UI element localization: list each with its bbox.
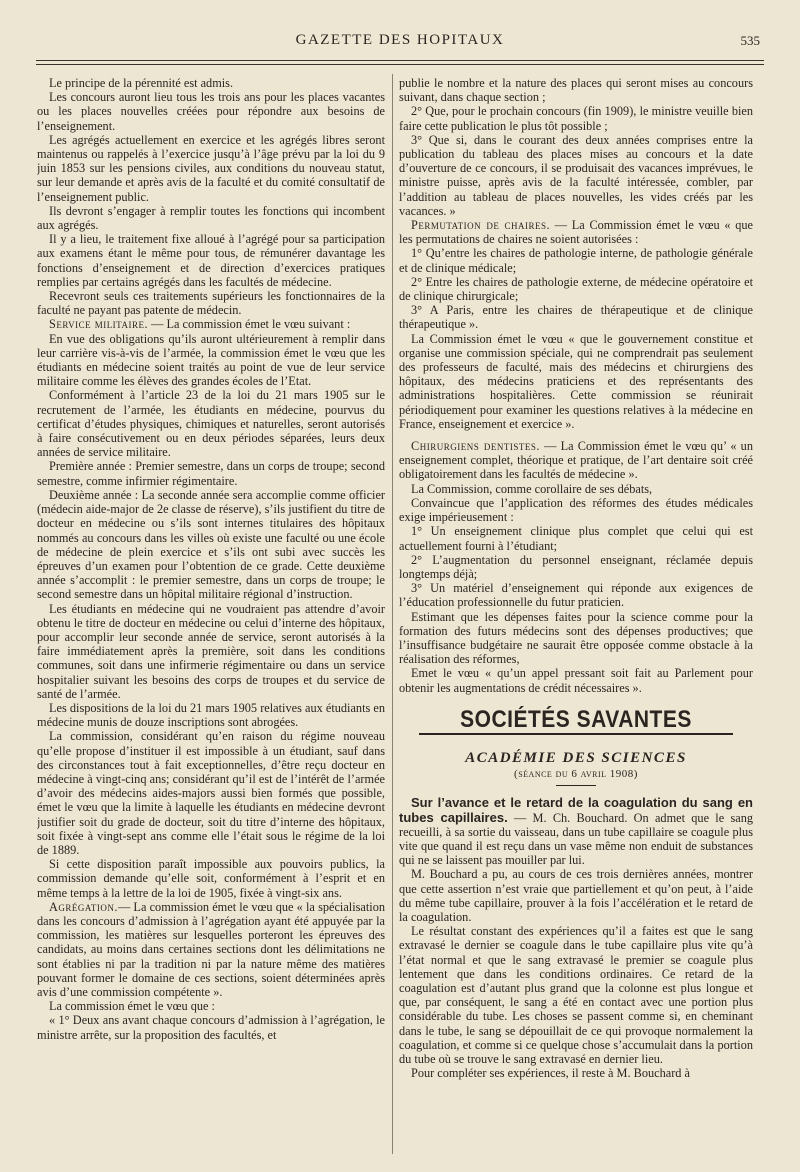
paragraph: 3° Un matériel d’enseignement qui réponde aux exigences de l’éducation professionnelle du futur praticien. (399, 581, 753, 610)
paragraph (37, 900, 385, 999)
paragraph: Recevront seuls ces traitements supérieurs les fonctionnaires de la faculté ne payant pas patente de médecin. (37, 289, 385, 318)
section-rule (419, 733, 733, 735)
column-separator (392, 74, 393, 1154)
header-rule-bottom (36, 64, 764, 65)
header-rule-top (36, 60, 764, 61)
paragraph (399, 439, 753, 482)
paragraph-text: — La Commission émet le vœu qu’ « un enseignement complet, théorique et pratique, de l’art dentaire soit créé obligatoirement dans les facultés de médecine ». (399, 439, 753, 482)
paragraph: La commission émet le vœu que : (49, 999, 215, 1014)
journal-title: GAZETTE DES HOPITAUX (295, 32, 505, 48)
paragraph: 2° L’augmentation du personnel enseignant, réclamée depuis longtemps déjà; (399, 552, 753, 581)
paragraph: Estimant que les dépenses faites pour la science comme pour la formation des futurs médecins sont des dépenses productives; que l’insuffisance budgétaire ne saurait être opposée comme obstacle à la réalisation des réformes, (399, 609, 753, 667)
subsection-label: Chirurgiens dentistes. (411, 439, 540, 454)
paragraph: Ils devront s’engager à remplir toutes les fonctions qui incombent aux agrégés. (37, 203, 385, 233)
article-lead-title: Sur l’avance et le retard de la coagulation du sang en tubes capillaires. (399, 795, 753, 825)
paragraph: 1° Un enseignement clinique plus complet que celui qui est actuellement fourni à l’étudiant; (399, 524, 753, 553)
paragraph: Si cette disposition paraît impossible aux pouvoirs publics, la commission demande qu’elle soit, conformément à l’esprit et en même temps à la lettre de la loi de 1905, fixée à vingt-six ans. (37, 857, 385, 900)
paragraph-text: — La commission émet le vœu suivant : (148, 317, 351, 332)
paragraph: Le résultat constant des expériences qu’il a faites est que le sang extravasé le dernier se coagule dans le tube capillaire plus vite qu’à l’état normal et que le sang extravasé le premier se coagule plus lentement que dans les conditions ordinaires. Ce retard de la coagulation est d’autant plus grand que la colonne est plus longue et que, par conséquent, le sang a été en contact avec une portion plus considérable du tube. Les choses se passent comme si, en cheminant dans le tube, le sang se dépouillait de ce qui provoque normalement la coagulation, et comme si ce quelque chose s’accumulait dans la portion du tube où se trouve le sang extravasé en dernier lieu. (399, 924, 753, 1066)
paragraph: En vue des obligations qu’ils auront ultérieurement à remplir dans leur carrière vis-à-vis de l’armée, la commission émet le vœu que les étudiants en médecine soient traités au point de vue de leur service militaire comme les élèves des grandes écoles de l’Etat. (37, 331, 385, 389)
paragraph: La Commission, comme corollaire de ses débats, (411, 481, 653, 496)
paragraph: Conformément à l’article 23 de la loi du 21 mars 1905 sur le recrutement de l’armée, les étudiants en médecine, pourvus du certificat d’études physiques, chimiques et naturelles, seront autorisés à faire consécutivement ou en deux périodes séparées, leurs deux années de service militaire. (37, 388, 385, 460)
page-header (36, 32, 764, 56)
left-column (37, 76, 385, 1161)
paragraph: 3° A Paris, entre les chaires de thérapeutique et de clinique thérapeutique ». (399, 303, 753, 332)
paragraph: 3° Que si, dans le courant des deux années comprises entre la publication du tableau des places mises au concours et la date d’ouverture de ce concours, il se produisait des vacances imprévues, le ministre puisse, après avis de la faculté intéressée, combler, par l’addition au tableau de places nouvelles, les vides créés par les vacances. » (399, 132, 753, 218)
subsection-label: Permutation de chaires. (411, 218, 551, 233)
right-column (399, 76, 753, 1161)
section-title: SOCIÉTÉS SAVANTES (460, 705, 692, 733)
subsection-label: Agrégation. (49, 899, 118, 914)
paragraph: Pour compléter ses expériences, il reste à M. Bouchard à (411, 1066, 690, 1081)
paragraph: Les concours auront lieu tous les trois ans pour les places vacantes ou les places nouvelles créées pour répondre aux besoins de l’enseignement. (37, 90, 385, 133)
paragraph-text: — La commission émet le vœu que « la spécialisation dans les concours d’admission à l’agrégation ayant été appuyée par la commission, les matières sur lesquelles porteront les épreuves des candidats, au moins dans certaines sections dont les délimitations ne sont établies ni par la tradition ni par la nature même des matières pouvant former le domaine de ces sections, soient déterminées après avis d’une commission compétente ». (37, 899, 385, 999)
paragraph (37, 317, 385, 331)
paragraph: La Commission émet le vœu « que le gouvernement constitue et organise une commission spéciale, qui ne comprendrait pas seulement des professeurs de faculté, mais des médecins et chirurgiens des hôpitaux, des médecins praticiens et des représentants des administrations hospitalières. Cette commission se réunirait périodiquement pour examiner les questions relatives à la médecine en France, enseignement et exercice ». (399, 331, 753, 431)
paragraph: 2° Entre les chaires de pathologie externe, de médecine opératoire et de clinique chirurgicale; (399, 274, 753, 304)
paragraph: Convaincue que l’application des réformes des études médicales exige impérieusement : (399, 495, 753, 525)
paragraph: Première année : Premier semestre, dans un corps de troupe; second semestre, comme infirmier régimentaire. (37, 459, 385, 488)
page-number: 535 (740, 33, 760, 48)
paragraph: 1° Qu’entre les chaires de pathologie interne, de pathologie générale et de clinique médicale; (399, 246, 753, 275)
paragraph: Les dispositions de la loi du 21 mars 1905 relatives aux étudiants en médecine munis de douze inscriptions sont abrogées. (37, 700, 385, 730)
paragraph: 2° Que, pour le prochain concours (fin 1909), le ministre veuille bien faire cette publication le plus tôt possible ; (399, 104, 753, 133)
paragraph (399, 796, 753, 867)
paragraph: Les étudiants en médecine qui ne voudraient pas attendre d’avoir obtenu le titre de docteur en médecine ou celui d’interne des hôpitaux, pour accomplir leur seconde année de service, seront autorisés à la faire immédiatement après la première, soit dans les conditions communes, soit dans une infirmerie régimentaire ou dans un service hospitalier suivant les besoins des corps de troupes et du service de santé de l’armée. (37, 601, 385, 701)
paragraph: Les agrégés actuellement en exercice et les agrégés libres seront maintenus ou rappelés à l’exercice jusqu’à l’âge prévu par la loi du 9 juin 1853 sur les pensions civiles, aux conditions du nouveau statut, sur leur demande et après avis de la faculté et du comité consultatif de l’enseignement public. (37, 132, 385, 204)
session-date: (séance du 6 avril 1908) (514, 768, 638, 781)
paragraph (399, 218, 753, 246)
paragraph: publie le nombre et la nature des places qui seront mises au concours suivant, dans chaque section ; (399, 76, 753, 105)
subsection-label: Service militaire. (49, 317, 149, 332)
paragraph-text: — La Commission émet le vœu « que les permutations de chaires ne soient autorisées : (399, 218, 753, 247)
academy-title: ACADÉMIE DES SCIENCES (465, 749, 687, 766)
paragraph: Emet le vœu « qu’un appel pressant soit fait au Parlement pour obtenir les augmentations de crédit nécessaires ». (399, 666, 753, 695)
paragraph: La commission, considérant qu’en raison du régime nouveau qu’elle propose d’instituer il est impossible à un étudiant, sauf dans des circonstances tout à fait exceptionnelles, d’être reçu docteur en médecine à vingt-cinq ans; considérant qu’il est de l’intérêt de l’armée d’avoir des médecins aides-majors aussi bien formés que possible, émet le vœu que la limite à laquelle les étudiants en médecine devront justifier soit du grade de docteur, soit du titre d’interne des hôpitaux, soit fixée à vingt-sept ans comme elle l’était sous le régime de la loi de 1889. (37, 729, 385, 857)
paragraph: Il y a lieu, le traitement fixe alloué à l’agrégé pour sa participation aux examens étant le même pour tous, de rémunérer davantage les fonctions d’enseignement et de direction d’exercices pratiques remplies par certains agrégés dans les facultés de médecine. (37, 232, 385, 289)
paragraph: M. Bouchard a pu, au cours de ces trois dernières années, montrer que cette assertion n’est vraie que partiellement et qu’on peut, à l’aide du même tube capillaire, prouver à la fois l’accélération et le retard de la coagulation. (399, 867, 753, 924)
paragraph-text: — M. Ch. Bouchard. On admet que le sang recueilli, à sa sortie du vaisseau, dans un tube capillaire se coagule plus vite que quand il est reçu dans un vase même non enduit de substances qui ne se laissent pas mouiller par lui. (399, 810, 753, 868)
paragraph: Deuxième année : La seconde année sera accomplie comme officier (médecin aide-major de 2e classe de réserve), s’ils justifient du titre de docteur en médecine ou s’ils sont internes titulaires des hôpitaux nommés au concours dans les villes où existe une faculté ou une école de médecine de plein exercice et s’ils ont subi avec succès les épreuves d’un examen pour l’obtention de ce grade. Cette deuxième année s’accomplit : le premier semestre, dans un corps de troupe; le second semestre dans un hôpital militaire régional d’instruction. (37, 487, 385, 602)
paragraph: Le principe de la pérennité est admis. (49, 76, 234, 90)
short-rule (556, 785, 596, 786)
paragraph: « 1° Deux ans avant chaque concours d’admission à l’agrégation, le ministre arrête, sur la proposition des facultés, et (37, 1013, 385, 1042)
